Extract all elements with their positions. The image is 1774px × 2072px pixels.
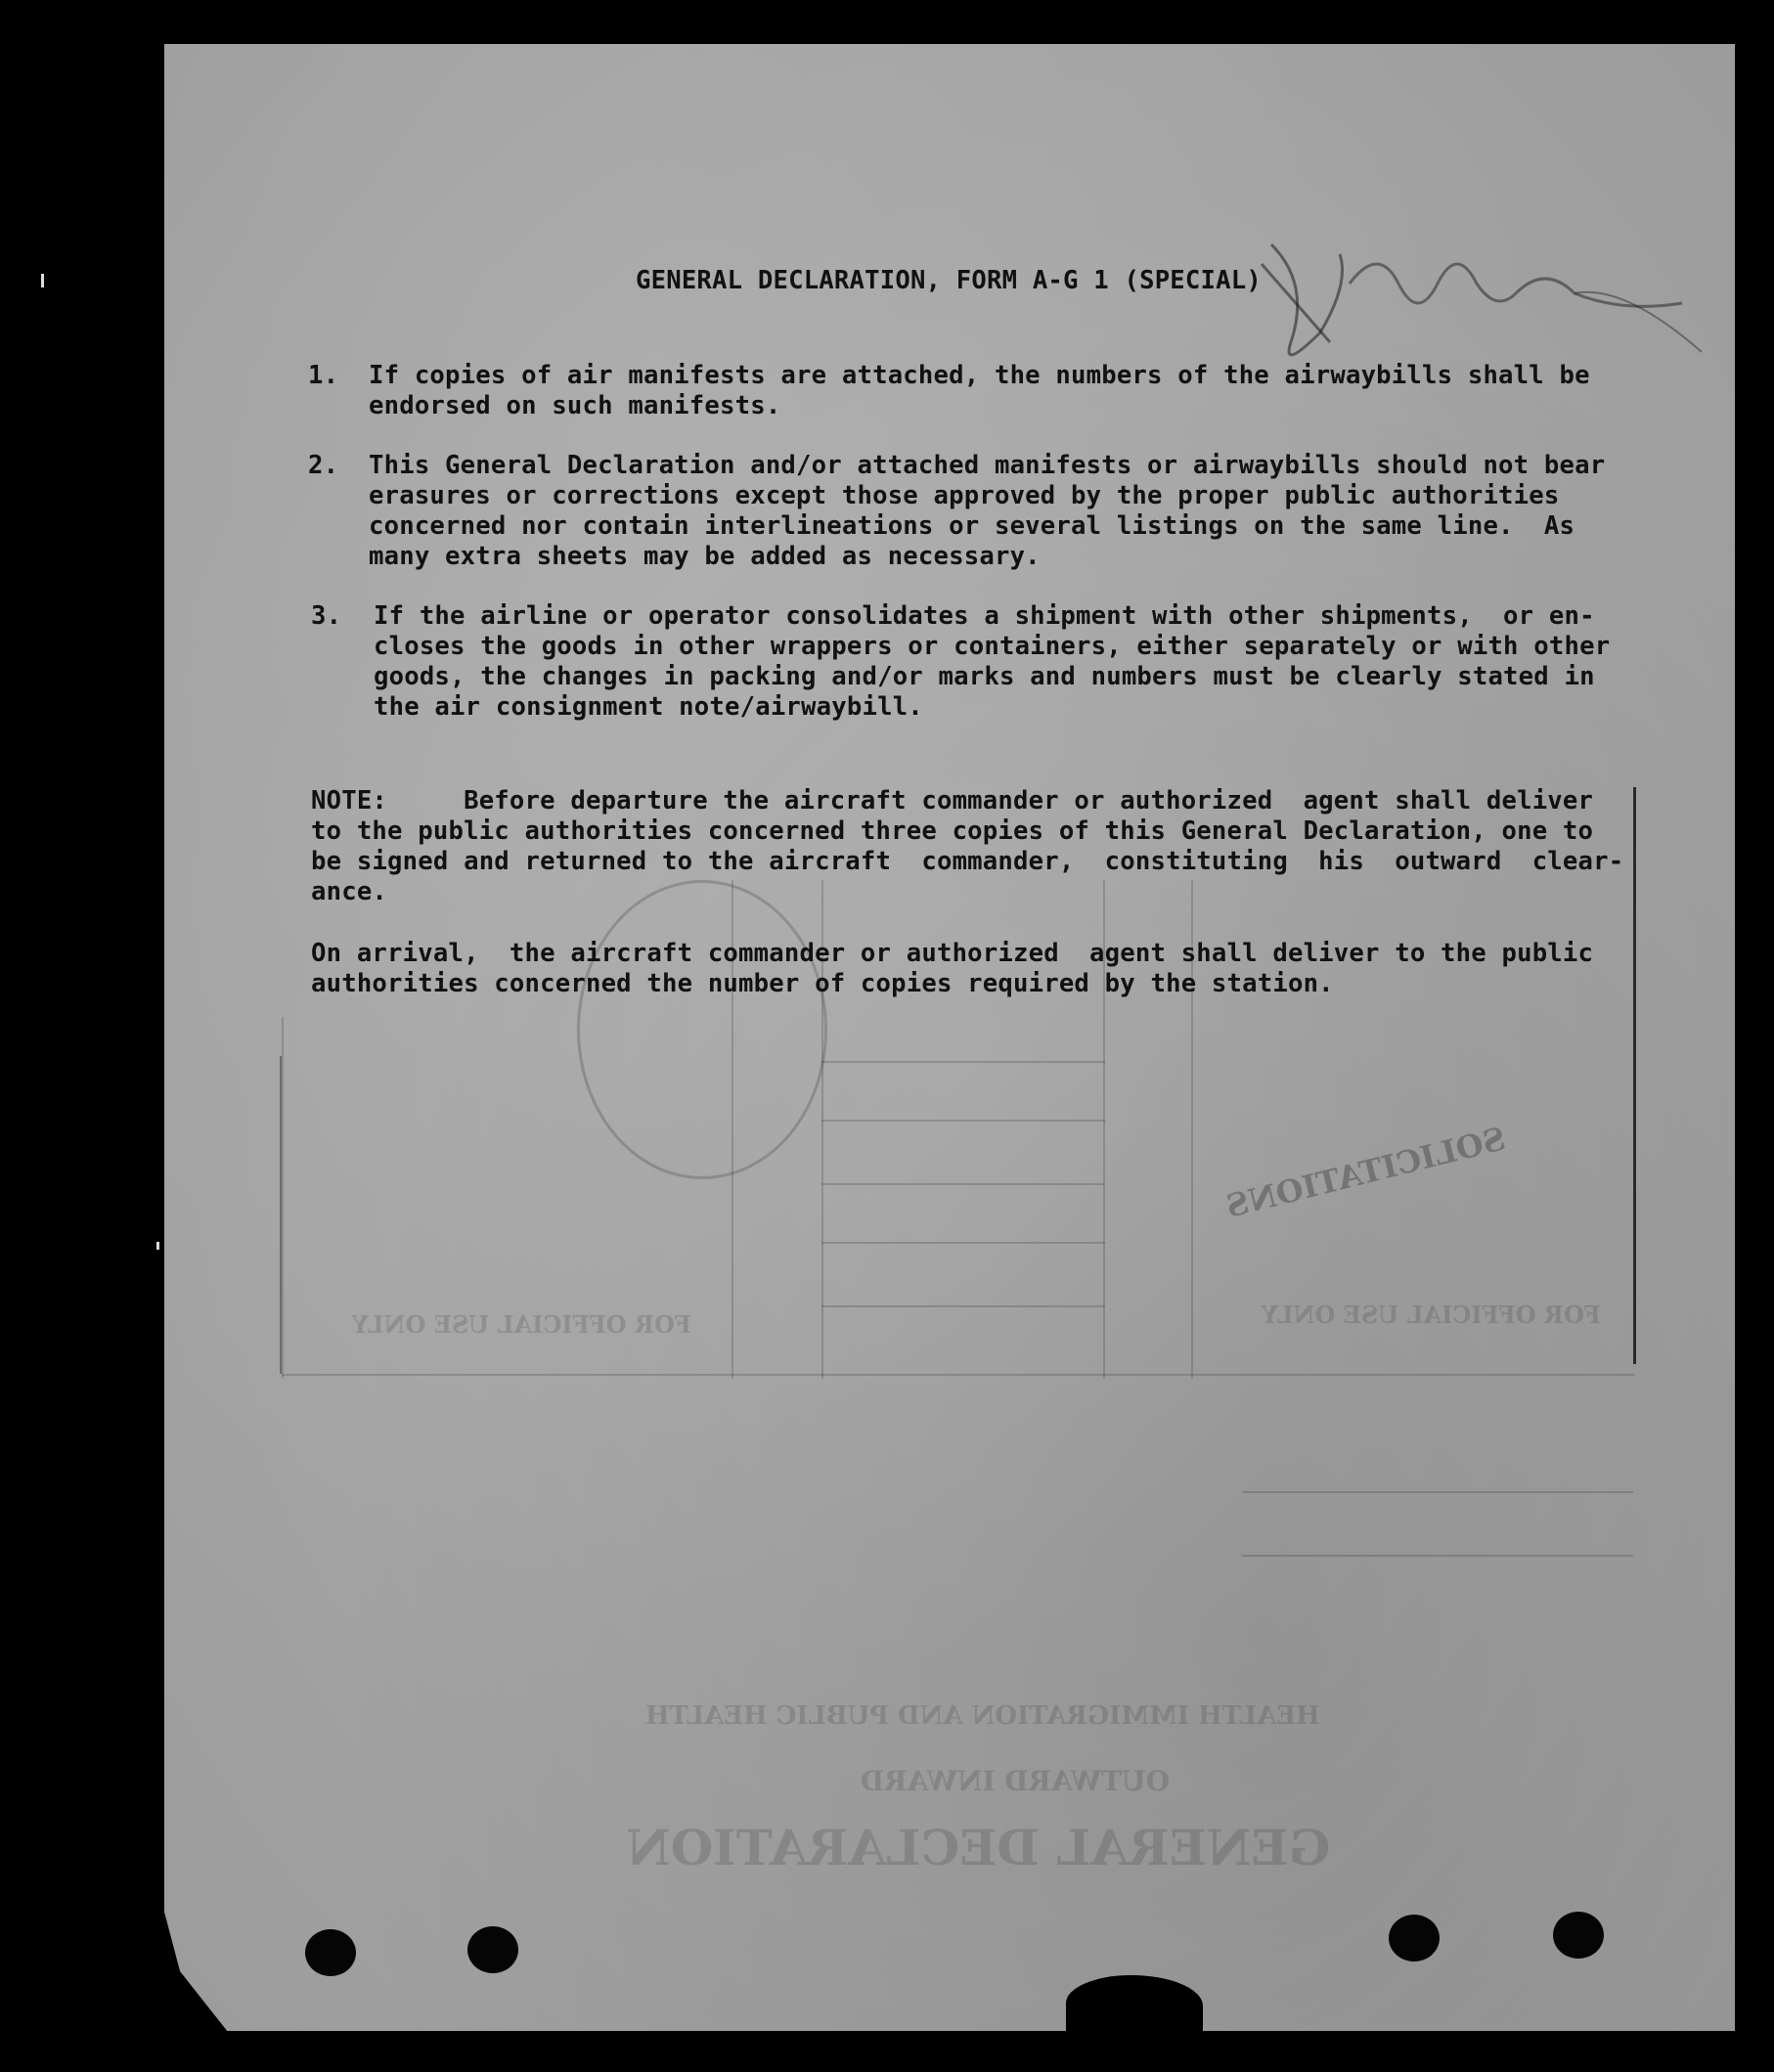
item-line: If copies of air manifests are attached, the numbers of the airwaybills shall be	[369, 361, 1590, 390]
show-through-health: HEALTH IMMIGRATION AND PUBLIC HEALTH	[645, 1701, 1320, 1731]
torn-notch	[1066, 1975, 1203, 2034]
item-line: closes the goods in other wrappers or containers, either separately or with other	[374, 632, 1611, 661]
show-through-rule	[821, 1242, 1105, 1244]
item-number: 1.	[308, 361, 339, 390]
note-line: NOTE: Before departure the aircraft commander or authorized agent shall deliver	[311, 786, 1594, 816]
signature-mark	[1252, 225, 1711, 381]
show-through-stamp-circle	[577, 880, 827, 1179]
item-number: 2.	[308, 451, 339, 480]
show-through-heading: GENERAL DECLARATION	[626, 1819, 1331, 1876]
show-through-rule	[1242, 1491, 1633, 1493]
item-line: many extra sheets may be added as necessary.	[369, 542, 1041, 571]
margin-mark	[41, 274, 44, 287]
show-through-stamp: SOLICITATIONS	[1221, 1120, 1510, 1225]
note-box-border	[1633, 787, 1636, 1364]
item-line: endorsed on such manifests.	[369, 391, 781, 420]
note-line: be signed and returned to the aircraft commander, constituting his outward clear-	[311, 847, 1624, 876]
show-through-official-right: FOR OFFICIAL USE ONLY	[1262, 1301, 1601, 1329]
show-through-rule	[821, 1183, 1105, 1185]
show-through-rule	[282, 1374, 1635, 1376]
item-line: the air consignment note/airwaybill.	[374, 692, 923, 722]
punch-hole	[1389, 1915, 1440, 1962]
item-line: erasures or corrections except those approved by the proper public authorities	[369, 481, 1560, 510]
show-through-rule	[282, 1017, 284, 1379]
show-through-rule	[821, 1305, 1105, 1307]
margin-mark	[156, 1242, 159, 1250]
item-line: concerned nor contain interlineations or several listings on the same line. As	[369, 511, 1575, 541]
item-line: goods, the changes in packing and/or marks and numbers must be clearly stated in	[374, 662, 1595, 691]
note-box-border	[280, 1056, 282, 1374]
show-through-official-left: FOR OFFICIAL USE ONLY	[352, 1310, 691, 1339]
show-through-rule	[821, 1061, 1105, 1063]
show-through-subheading: OUTWARD INWARD	[861, 1765, 1170, 1797]
note-line: to the public authorities concerned three copies of this General Declaration, one to	[311, 816, 1594, 846]
punch-hole	[305, 1929, 356, 1976]
item-number: 3.	[311, 601, 342, 631]
document-title: GENERAL DECLARATION, FORM A-G 1 (SPECIAL)	[636, 266, 1262, 295]
note-line: ance.	[311, 877, 388, 906]
show-through-rule	[821, 1120, 1105, 1122]
arrival-paragraph	[311, 939, 1593, 999]
note-line: On arrival, the aircraft commander or authorized agent shall deliver to the public	[311, 939, 1594, 968]
punch-hole	[467, 1926, 518, 1973]
show-through-rule	[1242, 1555, 1633, 1557]
item-line: This General Declaration and/or attached manifests or airwaybills should not bear	[369, 451, 1606, 480]
punch-hole	[1553, 1912, 1604, 1959]
item-line: If the airline or operator consolidates a shipment with other shipments, or en-	[374, 601, 1595, 631]
note-paragraph	[311, 786, 1623, 907]
note-line: authorities concerned the number of copies required by the station.	[311, 969, 1334, 998]
